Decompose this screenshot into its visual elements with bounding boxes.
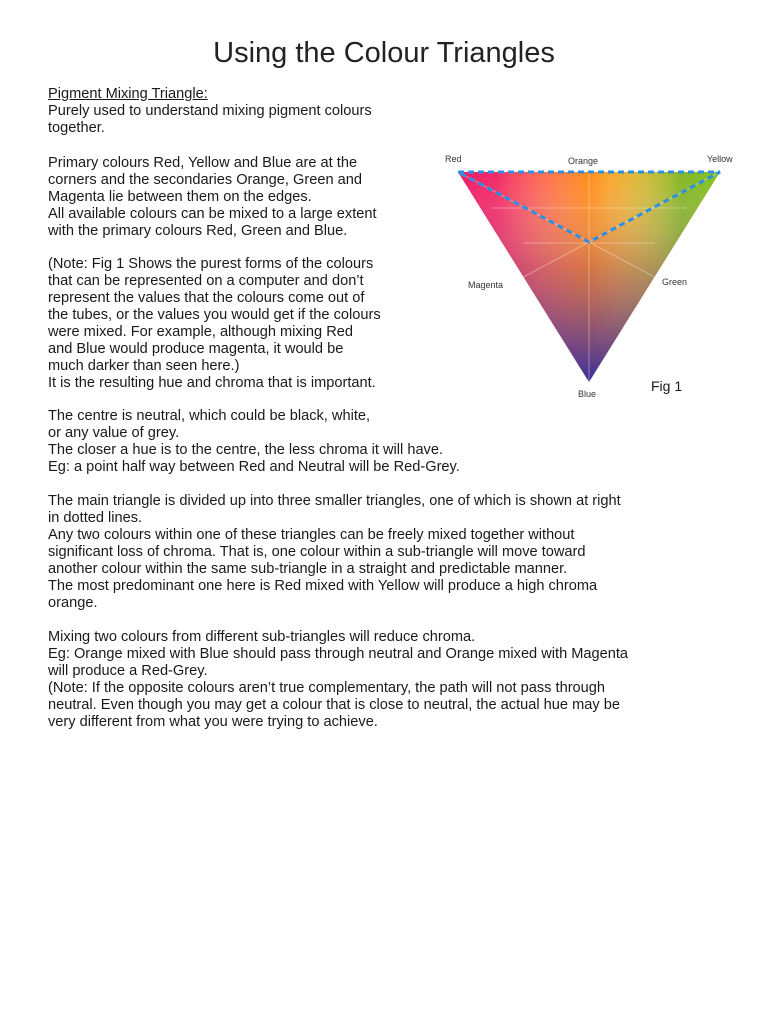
edge-label-green: Green — [662, 277, 688, 287]
figure-caption: Fig 1 — [651, 378, 683, 394]
edge-label-orange: Orange — [568, 156, 599, 166]
edge-label-magenta: Magenta — [468, 280, 504, 290]
vertex-label-blue: Blue — [578, 389, 597, 399]
colour-triangle-figure — [438, 148, 748, 410]
paragraph-reduce-chroma: Mixing two colours from different sub-triangles will reduce chroma. Eg: Orange mixed with Blue should pass through neutral and Orange mixed with Magenta will produce a Red-Grey. (Note: If the opposite colours aren’t true complementary, the path will not pass through neutral. Even though you may get a colour that is close to neutral, the actual hue may be very different from what you were trying to achieve. — [48, 629, 629, 730]
paragraph-primaries: Primary colours Red, Yellow and Blue are at the corners and the secondaries Orange, Green and Magenta lie between them on the edges. All available colours can be mixed to a large extent with the primary colours Red, Green and Blue. — [48, 155, 377, 239]
page-title: Using the Colour Triangles — [213, 37, 555, 69]
vertex-label-yellow: Yellow — [707, 154, 733, 164]
section-heading: Pigment Mixing Triangle: — [48, 86, 208, 102]
paragraph-note-fig1: (Note: Fig 1 Shows the purest forms of the colours that can be represented on a computer and don’t represent the values that the colours come out of the tubes, or the values you would get if the colours were mixed. For example, although mixing Red and Blue would produce magenta, it would be much darker than seen here.) It is the resulting hue and chroma that is important. — [48, 256, 381, 391]
paragraph-purpose: Purely used to understand mixing pigment colours together. — [48, 103, 372, 136]
paragraph-neutral-centre: The centre is neutral, which could be black, white, or any value of grey. The closer a hue is to the centre, the less chroma it will have. Eg: a point half way between Red and Neutral will be Red-Grey. — [48, 408, 460, 475]
vertex-label-red: Red — [445, 154, 462, 164]
paragraph-sub-triangles: The main triangle is divided up into three smaller triangles, one of which is shown at right in dotted lines. Any two colours within one of these triangles can be freely mixed together without significant loss of chroma. That is, one colour within a sub-triangle will move toward another colour within the same sub-triangle in a straight and predictable manner. The most predominant one here is Red mixed with Yellow will produce a high chroma orange. — [48, 493, 621, 611]
colour-triangle-svg — [438, 148, 748, 410]
